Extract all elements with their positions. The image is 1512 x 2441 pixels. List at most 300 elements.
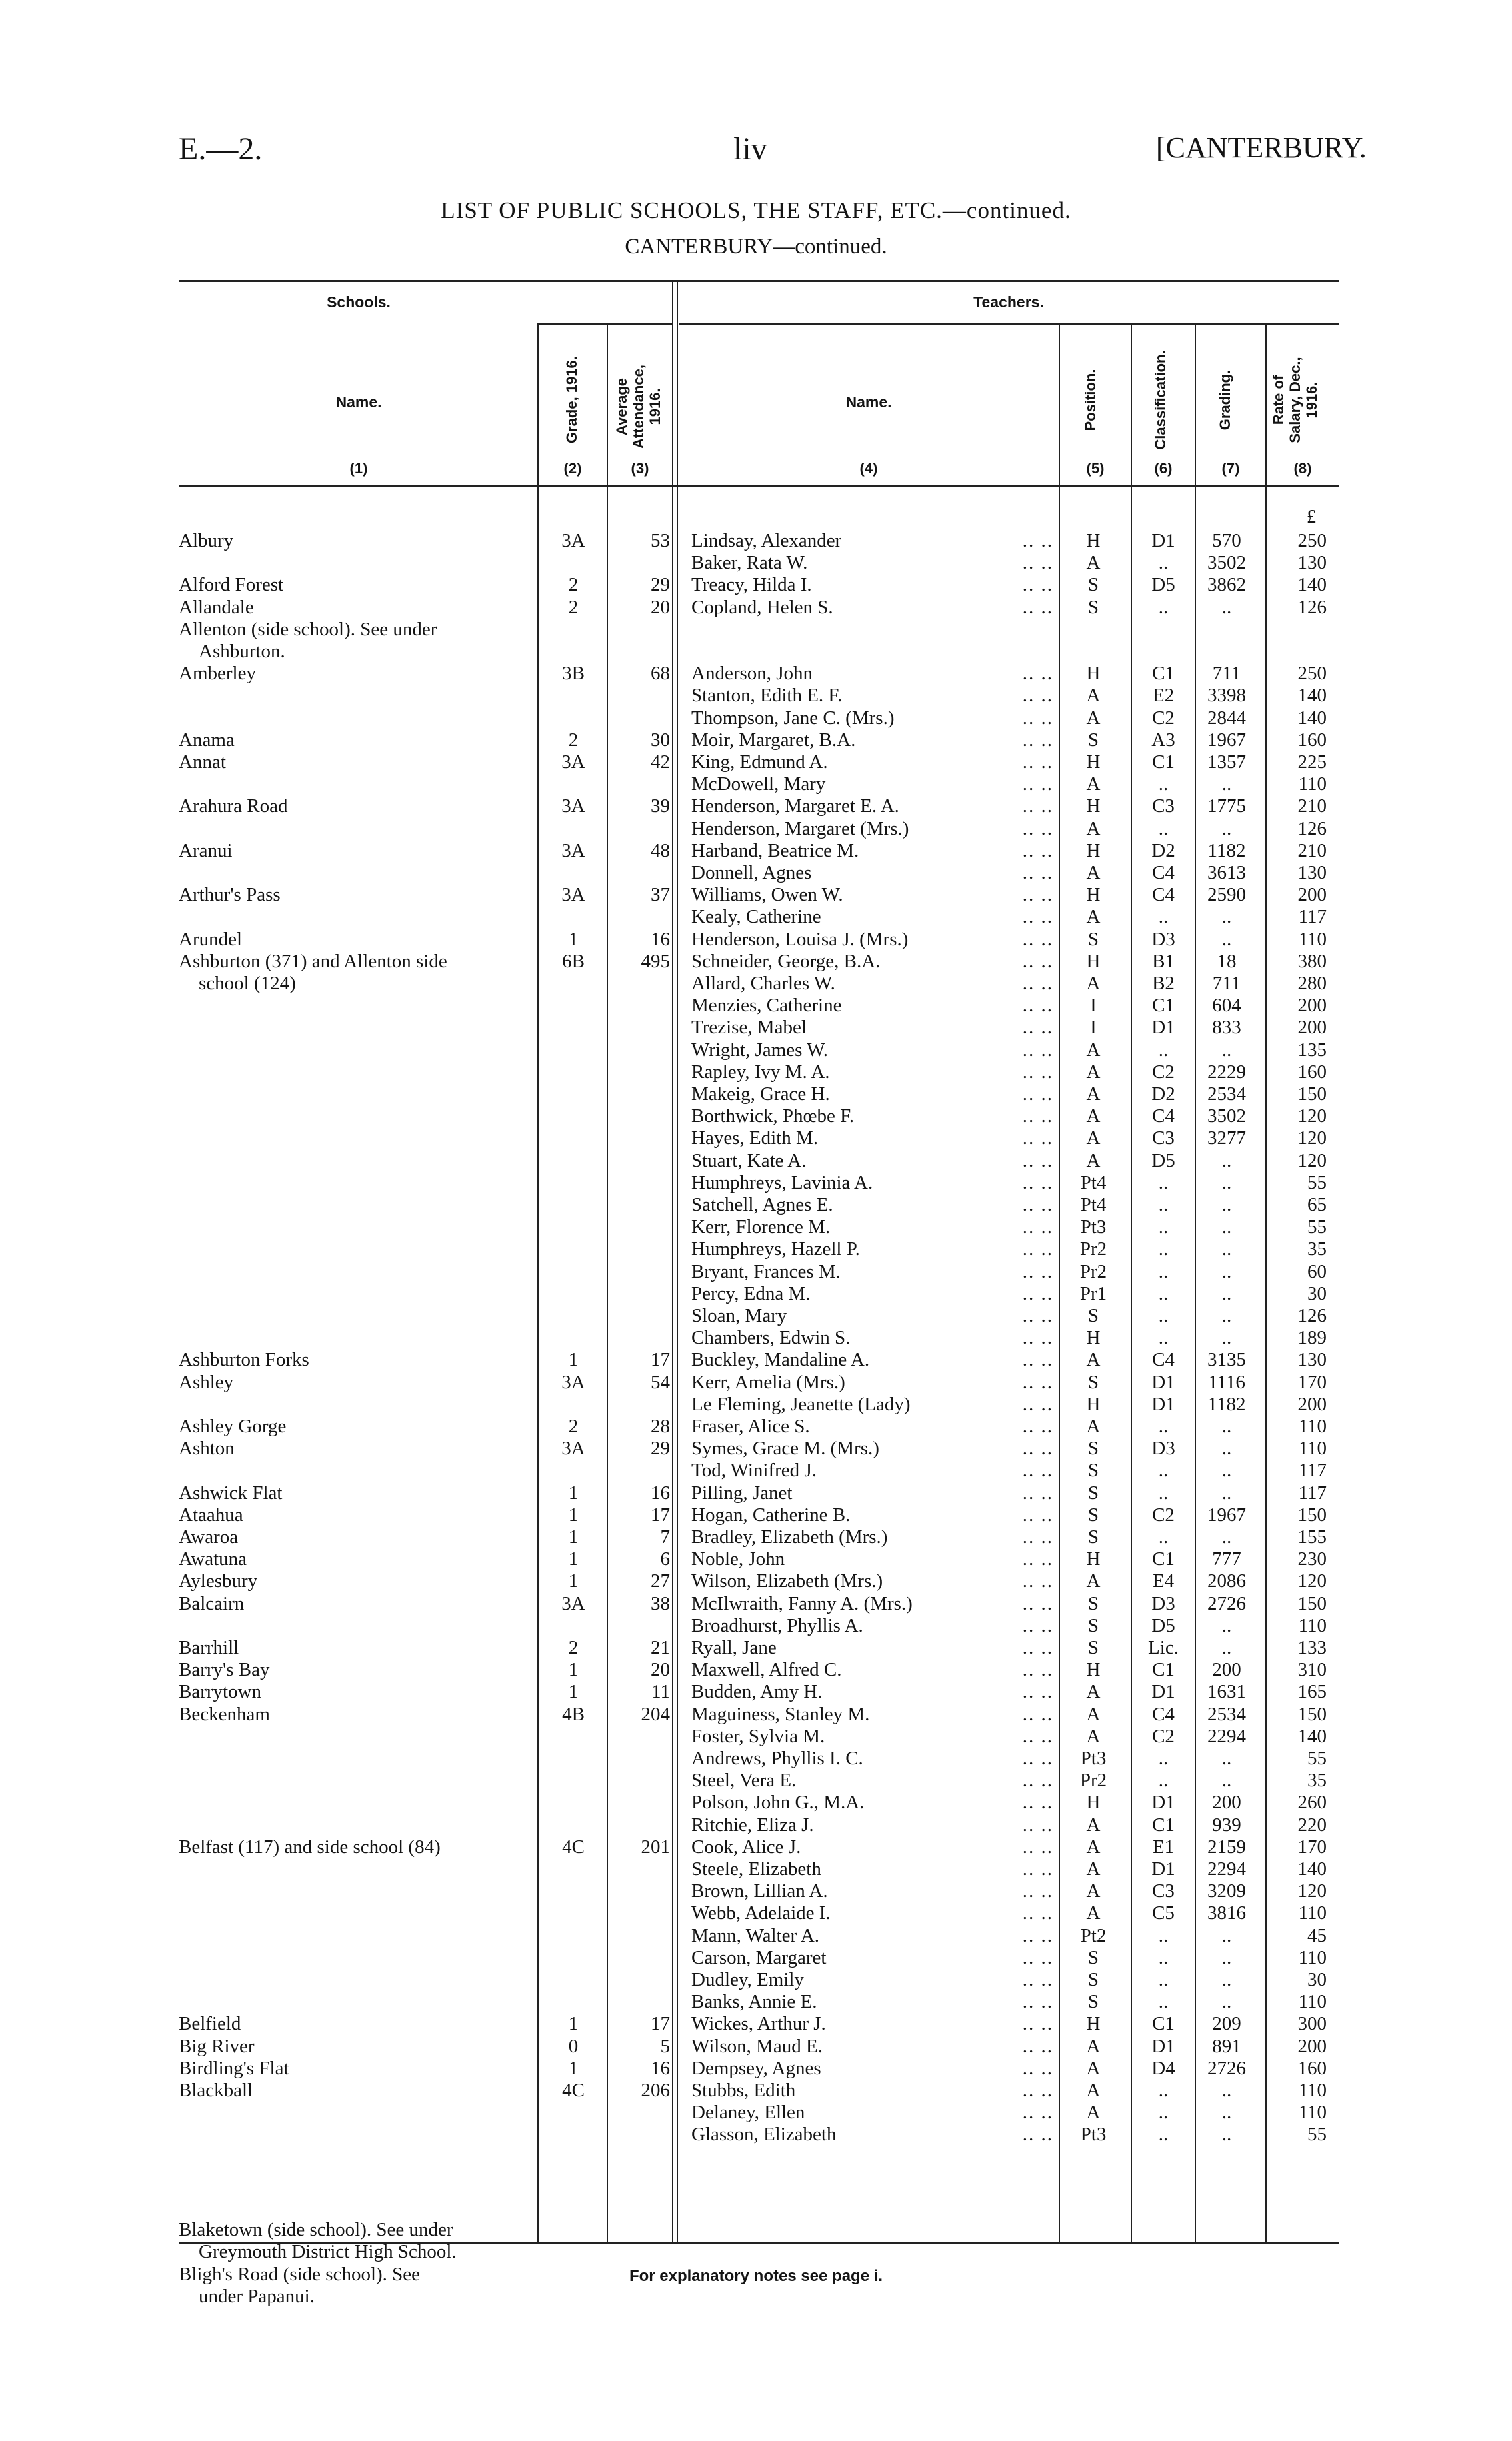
teacher-classification: D5 [1151,1614,1175,1636]
school-name: Alford Forest [179,574,284,596]
teacher-salary: 140 [1297,1858,1327,1880]
teacher-classification: D1 [1151,1858,1175,1880]
teacher-grading: .. [1221,596,1232,618]
teacher-classification: C4 [1152,884,1175,906]
school-attendance: 30 [651,729,670,751]
teacher-name: Trezise, Mabel [691,1017,807,1039]
teacher-classification: .. [1158,1305,1169,1326]
school-grade: 1 [568,1504,579,1526]
teacher-name: Baker, Rata W. [691,552,808,574]
school-grade: 2 [568,1416,579,1437]
teacher-salary: 110 [1298,1438,1327,1460]
school-attendance: 7 [660,1526,670,1548]
teacher-position: A [1086,685,1101,707]
leader-dots: .. .. [1022,1681,1053,1703]
teacher-classification: .. [1158,1260,1169,1282]
teacher-salary: 135 [1297,1039,1327,1061]
teacher-classification: .. [1158,1482,1169,1504]
leader-dots: .. .. [1022,1880,1053,1902]
school-attendance: 204 [641,1703,670,1725]
school-grade: 1 [568,1548,579,1570]
school-grade: 3A [561,1371,585,1393]
teacher-classification: .. [1158,1171,1169,1193]
school-name: Aranui [179,839,233,861]
teacher-salary: 126 [1297,1305,1327,1326]
school-name: Belfast (117) and side school (84) [179,1836,441,1858]
teacher-name: King, Edmund A. [691,751,828,773]
teacher-classification: .. [1158,1991,1169,2013]
school-name: Allenton (side school). See under [179,618,437,640]
teacher-grading: 2229 [1207,1061,1246,1083]
school-attendance: 38 [651,1592,670,1614]
teacher-classification: D5 [1151,1149,1175,1171]
teacher-salary: 110 [1298,2080,1327,2101]
teacher-classification: C1 [1152,1814,1175,1836]
teacher-salary: 60 [1307,1260,1327,1282]
teacher-name: Polson, John G., M.A. [691,1792,865,1814]
teacher-salary: 55 [1307,1748,1327,1769]
teacher-name: Lindsay, Alexander [691,530,842,551]
teacher-name: Ritchie, Eliza J. [691,1814,814,1836]
teacher-classification: .. [1158,2124,1169,2146]
teacher-position: Pt3 [1080,2124,1107,2146]
teacher-grading: 3209 [1207,1880,1246,1902]
teacher-classification: Lic. [1148,1637,1179,1658]
teacher-salary: 140 [1297,707,1327,729]
teacher-salary: 126 [1297,817,1327,839]
teacher-salary: 110 [1298,1902,1327,1924]
teacher-name: Andrews, Phyllis I. C. [691,1748,863,1769]
school-name: Annat [179,751,226,773]
teachers-group-header: Teachers. [973,293,1044,311]
teacher-name: Moir, Margaret, B.A. [691,729,856,751]
school-name: Amberley [179,663,256,685]
report-code: E.—2. [179,131,263,167]
leader-dots: .. .. [1022,1902,1053,1924]
teacher-position: H [1086,2013,1101,2035]
leader-dots: .. .. [1022,1482,1053,1504]
teacher-name: Banks, Annie E. [691,1991,817,2013]
leader-dots: .. .. [1022,552,1053,574]
teacher-name: Makeig, Grace H. [691,1083,830,1105]
teacher-name: Humphreys, Hazell P. [691,1238,860,1260]
teacher-name: Mann, Walter A. [691,1924,820,1946]
teacher-classification: .. [1158,1416,1169,1437]
teacher-grading: 1182 [1207,1393,1246,1415]
teacher-grading: 2726 [1207,2057,1246,2079]
teacher-grading: 604 [1212,995,1241,1017]
school-attendance: 42 [651,751,670,773]
leader-dots: .. .. [1022,773,1053,795]
grade-header: Grade, 1916. [563,356,580,443]
teacher-name: Wilson, Maud E. [691,2035,823,2057]
teacher-salary: 35 [1307,1238,1327,1260]
teacher-grading: .. [1221,1149,1232,1171]
school-grade: 1 [568,1681,579,1703]
leader-dots: .. .. [1022,663,1053,685]
leader-dots: .. .. [1022,2102,1053,2124]
col-number-5: (5) [1086,460,1105,477]
teacher-grading: .. [1221,1416,1232,1437]
school-attendance: 68 [651,663,670,685]
teacher-grading: 2294 [1207,1725,1246,1747]
leader-dots: .. .. [1022,1017,1053,1039]
school-attendance: 20 [651,1659,670,1681]
teacher-grading: 777 [1212,1548,1241,1570]
teacher-position: A [1086,2035,1101,2057]
teacher-position: A [1086,862,1101,883]
teacher-classification: .. [1158,1194,1169,1215]
school-grade: 3A [561,530,585,551]
teacher-salary: 200 [1297,884,1327,906]
teacher-position: A [1086,1858,1101,1880]
teacher-salary: 260 [1297,1792,1327,1814]
teacher-salary: 130 [1297,862,1327,883]
teacher-classification: B2 [1152,973,1175,994]
teacher-name: Treacy, Hilda I. [691,574,812,596]
teacher-salary: 140 [1297,574,1327,596]
teacher-name: Williams, Owen W. [691,884,843,906]
teacher-classification: D1 [1151,1017,1175,1039]
teacher-grading: .. [1221,817,1232,839]
teacher-classification: .. [1158,773,1169,795]
school-name: Ashley Gorge [179,1416,287,1437]
school-grade: 1 [568,1526,579,1548]
teacher-classification: E2 [1152,685,1175,707]
teacher-name: Copland, Helen S. [691,596,833,618]
teacher-classification: .. [1158,1216,1169,1238]
school-name: Barrhill [179,1637,239,1658]
teacher-classification: C4 [1152,862,1175,883]
teacher-name: Maguiness, Stanley M. [691,1703,870,1725]
teacher-grading: 3502 [1207,1105,1246,1127]
leader-dots: .. .. [1022,751,1053,773]
teacher-classification: C3 [1152,795,1175,817]
teacher-position: Pr2 [1079,1260,1107,1282]
teacher-classification: .. [1158,552,1169,574]
teacher-salary: 225 [1297,751,1327,773]
teacher-salary: 280 [1297,973,1327,994]
teacher-position: I [1090,995,1097,1017]
teacher-name: Anderson, John [691,663,813,685]
teacher-position: Pt2 [1080,1924,1107,1946]
school-attendance: 17 [651,1349,670,1371]
school-grade: 4C [562,1836,585,1858]
teacher-classification: .. [1158,1969,1169,1990]
teacher-salary: 200 [1297,1017,1327,1039]
teacher-salary: 120 [1297,1570,1327,1592]
teacher-position: S [1087,1305,1099,1326]
teacher-position: H [1086,1327,1101,1349]
leader-dots: .. .. [1022,2124,1053,2146]
teacher-salary: 110 [1298,1614,1327,1636]
teacher-position: A [1086,1836,1101,1858]
teacher-salary: 130 [1297,1349,1327,1371]
teacher-grading: 939 [1212,1814,1241,1836]
teacher-name: Harband, Beatrice M. [691,839,859,861]
teacher-classification: .. [1158,1770,1169,1792]
footnote: For explanatory notes see page i. [629,2267,883,2285]
teacher-grading: .. [1221,1748,1232,1769]
currency-symbol: £ [1307,507,1316,527]
school-name: Arthur's Pass [179,884,281,906]
school-name: Albury [179,530,234,551]
school-name: Blaketown (side school). See under [179,2219,453,2241]
teacher-salary: 160 [1297,729,1327,751]
page-number: liv [733,131,767,167]
leader-dots: .. .. [1022,1570,1053,1592]
teacher-salary: 110 [1298,1416,1327,1437]
school-attendance: 28 [651,1416,670,1437]
teacher-grading: 3398 [1207,685,1246,707]
schools-group-header: Schools. [327,293,391,311]
teacher-grading: 1775 [1207,795,1246,817]
school-grade: 3A [561,751,585,773]
teacher-name: Bryant, Frances M. [691,1260,841,1282]
teacher-salary: 170 [1297,1371,1327,1393]
teacher-position: S [1087,1637,1099,1658]
teacher-salary: 126 [1297,596,1327,618]
teacher-salary: 65 [1307,1194,1327,1215]
school-grade: 0 [568,2035,579,2057]
teacher-position: A [1086,1570,1101,1592]
teacher-name: Steel, Vera E. [691,1770,797,1792]
teacher-grading: 3816 [1207,1902,1246,1924]
teacher-classification: C4 [1152,1105,1175,1127]
school-attendance: 6 [660,1548,670,1570]
teacher-name: Carson, Margaret [691,1946,827,1968]
teacher-salary: 189 [1297,1327,1327,1349]
teacher-classification: .. [1158,2080,1169,2101]
leader-dots: .. .. [1022,1946,1053,1968]
leader-dots: .. .. [1022,1969,1053,1990]
teacher-name: Webb, Adelaide I. [691,1902,831,1924]
col-number-7: (7) [1221,460,1240,477]
classification-header: Classification. [1152,350,1169,450]
teacher-grading: 2534 [1207,1703,1246,1725]
teacher-salary: 133 [1297,1637,1327,1658]
teacher-classification: D1 [1151,530,1175,551]
teacher-classification: D5 [1151,574,1175,596]
school-grade: 2 [568,574,579,596]
col-number-6: (6) [1154,460,1173,477]
school-name: under Papanui. [199,2285,315,2307]
school-grade: 2 [568,596,579,618]
teacher-salary: 150 [1297,1083,1327,1105]
teacher-grading: 2726 [1207,1592,1246,1614]
school-name: Allandale [179,596,254,618]
teacher-grading: 1357 [1207,751,1246,773]
teacher-grading: .. [1221,906,1232,928]
teacher-classification: C1 [1152,2013,1175,2035]
teacher-classification: D3 [1151,1592,1175,1614]
leader-dots: .. .. [1022,1305,1053,1326]
school-name: Arahura Road [179,795,288,817]
leader-dots: .. .. [1022,707,1053,729]
teacher-position: A [1086,2057,1101,2079]
school-attendance: 201 [641,1836,670,1858]
leader-dots: .. .. [1022,1770,1053,1792]
teacher-salary: 200 [1297,2035,1327,2057]
teacher-position: A [1086,1349,1101,1371]
school-attendance: 29 [651,574,670,596]
teacher-salary: 210 [1297,795,1327,817]
school-name: Ataahua [179,1504,243,1526]
teacher-grading: 2534 [1207,1083,1246,1105]
leader-dots: .. .. [1022,906,1053,928]
teacher-name: Broadhurst, Phyllis A. [691,1614,863,1636]
teacher-name: McIlwraith, Fanny A. (Mrs.) [691,1592,913,1614]
leader-dots: .. .. [1022,1282,1053,1304]
leader-dots: .. .. [1022,685,1053,707]
page-title: LIST OF PUBLIC SCHOOLS, THE STAFF, ETC.—continued. [441,197,1071,223]
leader-dots: .. .. [1022,1127,1053,1149]
teacher-name: Symes, Grace M. (Mrs.) [691,1438,879,1460]
leader-dots: .. .. [1022,1171,1053,1193]
school-name: Ashley [179,1371,234,1393]
teacher-salary: 310 [1297,1659,1327,1681]
teacher-salary: 160 [1297,1061,1327,1083]
school-grade: 1 [568,1659,579,1681]
teacher-name: Brown, Lillian A. [691,1880,828,1902]
teacher-grading: .. [1221,1614,1232,1636]
leader-dots: .. .. [1022,1194,1053,1215]
teacher-grading: 2294 [1207,1858,1246,1880]
col-divider-3b-double [677,280,678,2242]
teacher-classification: C1 [1152,751,1175,773]
school-attendance: 5 [660,2035,670,2057]
school-grade: 4B [562,1703,585,1725]
leader-dots: .. .. [1022,950,1053,972]
teacher-position: S [1087,1991,1099,2013]
teacher-grading: .. [1221,1526,1232,1548]
teacher-position: Pt4 [1080,1171,1107,1193]
school-attendance: 37 [651,884,670,906]
teacher-position: A [1086,973,1101,994]
position-header: Position. [1082,369,1099,431]
teacher-classification: C2 [1152,1504,1175,1526]
teacher-classification: D1 [1151,1371,1175,1393]
teacher-position: A [1086,817,1101,839]
teacher-classification: C2 [1152,1725,1175,1747]
leader-dots: .. .. [1022,928,1053,950]
school-grade: 4C [562,2080,585,2101]
teacher-name: Rapley, Ivy M. A. [691,1061,830,1083]
leader-dots: .. .. [1022,1526,1053,1548]
teacher-grading: .. [1221,773,1232,795]
school-name: Big River [179,2035,255,2057]
teacher-grading: .. [1221,1260,1232,1282]
grading-header: Grading. [1217,369,1233,431]
leader-dots: .. .. [1022,729,1053,751]
teacher-position: H [1086,1393,1101,1415]
teacher-classification: A3 [1151,729,1175,751]
region-label: [CANTERBURY. [1156,131,1367,164]
teacher-classification: C4 [1152,1703,1175,1725]
school-name: Anama [179,729,235,751]
teacher-name: Stuart, Kate A. [691,1149,807,1171]
teacher-classification: .. [1158,1282,1169,1304]
group-rule-teachers [679,323,1339,325]
teacher-classification: .. [1158,2102,1169,2124]
teacher-grading: 1182 [1207,839,1246,861]
teacher-name: Ryall, Jane [691,1637,777,1658]
teacher-name: Le Fleming, Jeanette (Lady) [691,1393,911,1415]
school-grade: 3A [561,1592,585,1614]
teacher-salary: 140 [1297,685,1327,707]
teacher-position: A [1086,1902,1101,1924]
teacher-salary: 120 [1297,1105,1327,1127]
teacher-salary: 250 [1297,663,1327,685]
school-name: Belfield [179,2013,241,2035]
teacher-grading: .. [1221,2124,1232,2146]
teacher-grading: 209 [1212,2013,1241,2035]
leader-dots: .. .. [1022,1748,1053,1769]
school-name: Birdling's Flat [179,2057,289,2079]
school-name: Ashwick Flat [179,1482,283,1504]
school-attendance: 206 [641,2080,670,2101]
teacher-position: S [1087,928,1099,950]
attendance-header: Average Attendance, 1916. [613,365,663,449]
school-name: Bligh's Road (side school). See [179,2263,421,2285]
school-attendance: 21 [651,1637,670,1658]
teacher-position: A [1086,552,1101,574]
leader-dots: .. .. [1022,2013,1053,2035]
teacher-grading: 3613 [1207,862,1246,883]
teacher-position: S [1087,729,1099,751]
teacher-name: Percy, Edna M. [691,1282,811,1304]
teacher-salary: 250 [1297,530,1327,551]
teacher-name: Menzies, Catherine [691,995,842,1017]
teacher-name: Steele, Elizabeth [691,1858,821,1880]
teacher-position: H [1086,530,1101,551]
teacher-grading: .. [1221,1194,1232,1215]
teacher-position: Pt3 [1080,1748,1107,1769]
teacher-position: S [1087,596,1099,618]
teacher-grading: .. [1221,1991,1232,2013]
teacher-classification: B1 [1152,950,1175,972]
teacher-classification: D2 [1151,1083,1175,1105]
leader-dots: .. .. [1022,1327,1053,1349]
teacher-classification: .. [1158,817,1169,839]
teacher-grading: .. [1221,1216,1232,1238]
teacher-grading: .. [1221,1282,1232,1304]
col-divider-1 [537,323,539,2242]
leader-dots: .. .. [1022,973,1053,994]
leader-dots: .. .. [1022,574,1053,596]
teacher-name: Noble, John [691,1548,785,1570]
leader-dots: .. .. [1022,1703,1053,1725]
teacher-grading: 1967 [1207,1504,1246,1526]
leader-dots: .. .. [1022,1659,1053,1681]
col-number-2: (2) [563,460,582,477]
teacher-classification: D4 [1151,2057,1175,2079]
teacher-salary: 160 [1297,2057,1327,2079]
teacher-salary: 55 [1307,1171,1327,1193]
teacher-name: Glasson, Elizabeth [691,2124,837,2146]
teacher-salary: 150 [1297,1703,1327,1725]
teacher-classification: .. [1158,1924,1169,1946]
teacher-position: Pt3 [1080,1216,1107,1238]
teacher-salary: 35 [1307,1770,1327,1792]
teacher-grading: 1116 [1208,1371,1245,1393]
teacher-position: Pr2 [1079,1238,1107,1260]
teacher-name: Wickes, Arthur J. [691,2013,826,2035]
teacher-classification: E1 [1152,1836,1175,1858]
teacher-classification: D1 [1151,2035,1175,2057]
teacher-name: Budden, Amy H. [691,1681,823,1703]
teacher-classification: D2 [1151,839,1175,861]
